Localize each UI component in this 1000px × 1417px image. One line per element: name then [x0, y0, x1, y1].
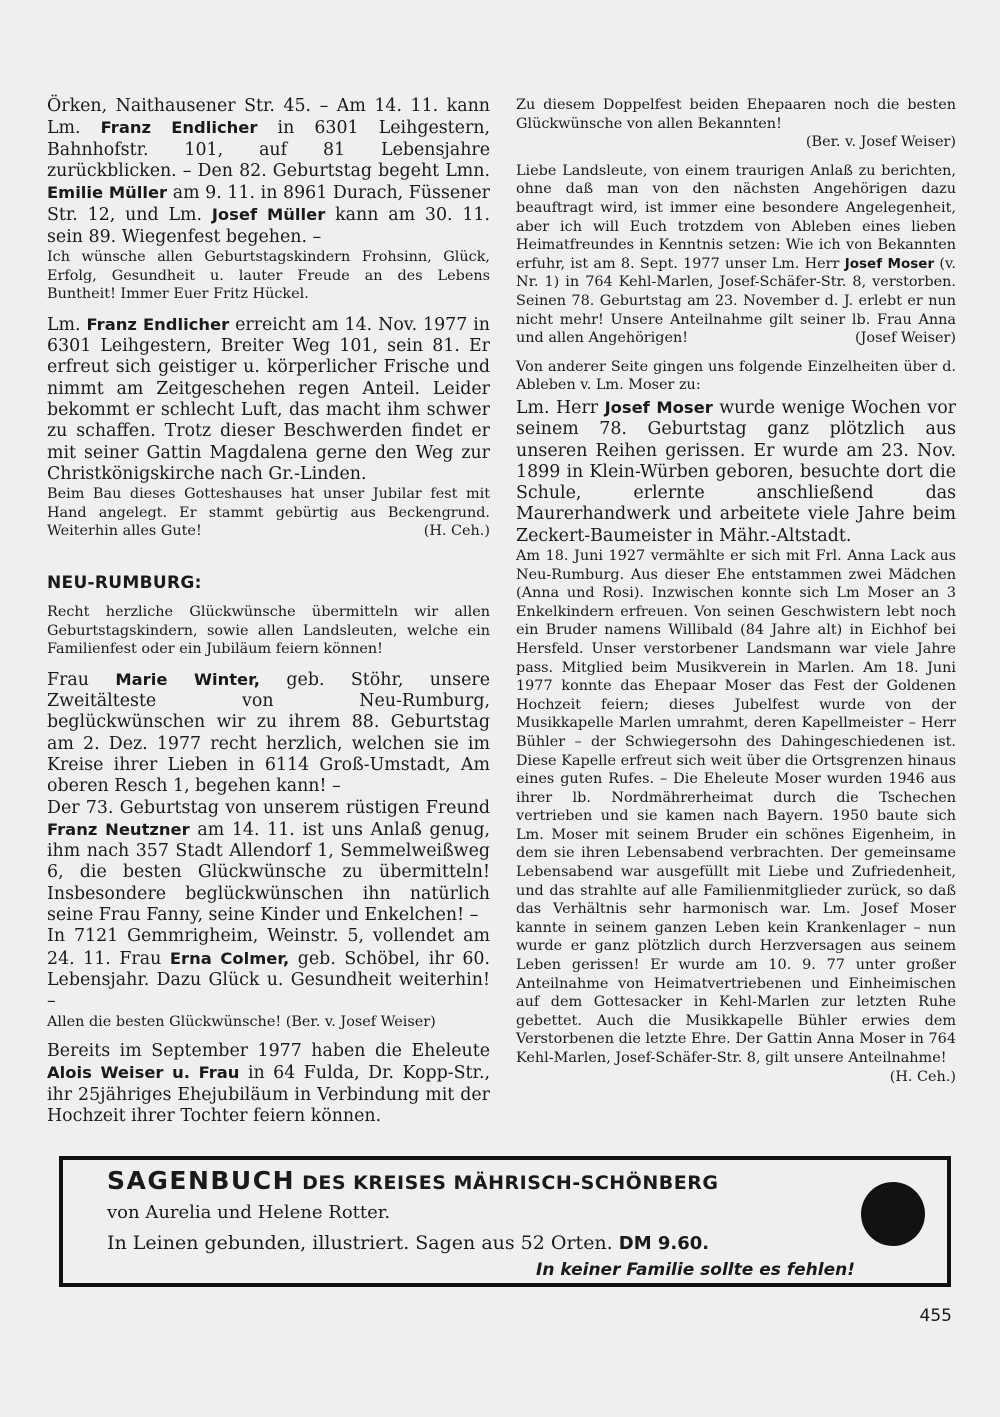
paragraph-moser-biography: Am 18. Juni 1927 vermählte er sich mit Frl. Anna Lack aus Neu-Rumburg. Aus dieser Ehe entstammen zwei Mädchen (Anna und Rosi). Inzwischen konnte sich Lm Moser an 3 Enkelkindern erfreuen. Von seinen Geschwistern lebt noch ein Bruder namens Willibald (84 Jahre alt) in Eichhof bei Hersfeld. Unser verstorbener Landsmann war viele Jahre pass. Mitglied beim Musikverein in Marlen. Am 18. Juni 1977 konnte das Ehepaar Moser das Fest der Goldenen Hochzeit feiern; dieses Jubelfest wurde von der Musikkapelle Marlen umrahmt, deren Kapellmeister – Herr Bühler – der Schwiegersohn des Dahingeschiedenen ist. Diese Kapelle erfreut sich weit über die Ortsgrenzen hinaus eines guten Rufes. – Die Eheleute Moser wurden 1946 aus ihrer lb. Nordmährerheimat durch die Tschechen vertrieben und sie kamen nach Bayern. 1950 baute sich Lm. Moser mit seinem Bruder ein schönes Eigenheim, in dem sie ihren Lebensabend verbrachten. Der gemeinsame Lebensabend war ausgefüllt mit Liebe und Zufriedenheit, und das strahlte auf alle Familienmitglieder zurück, so daß das Verhältnis sehr harmonisch war. Lm. Josef Moser kannte in seinem ganzen Leben kein Krankenlager – nun wurde er ganz plötzlich durch Herzversagen aus seinem Leben gerissen! Er wurde am 10. 9. 77 unter großer Anteilnahme von Heimatvertriebenen und Einheimischen auf dem Gottesacker in Kehl-Marlen zur letzten Ruhe gebettet. Auch die Musikkapelle Bühler erwies dem Verstorbenen die letzte Ehre. Der Gattin Anna Moser in 764 Kehl-Marlen, Josef-Schäfer-Str. 8, gilt unsere Anteilnahme! [516, 547, 956, 1067]
paragraph-erna-colmer: In 7121 Gemmrigheim, Weinstr. 5, vollendet am 24. 11. Frau Erna Colmer, geb. Schöbel, ihr 60. Lebensjahr. Dazu Glück u. Gesundheit weiterhin! – [47, 926, 490, 1012]
paragraph-obituary-announcement: Liebe Landsleute, von einem traurigen Anlaß zu berichten, ohne daß man von den nächsten Angehörigen dazu beauftragt wird, ist immer eine besondere Angelegenheit, aber ich will Euch trotzdem von Ableben eines lieben Heimatfreundes in Kenntnis setzen: Wie ich von Bekannten erfuhr, ist am 8. Sept. 1977 unser Lm. Herr Josef Moser (v. Nr. 1) in 764 Kehl-Marlen, Josef-Schäfer-Str. 8, verstorben. Seinen 78. Geburtstag am 23. November d. J. erlebt er nun nicht mehr! Unsere Anteilnahme gilt seiner lb. Frau Anna und allen Angehörigen! (Josef Weiser) [516, 162, 956, 347]
signature: (H. Ceh.) [423, 523, 490, 540]
paragraph-other-source: Von anderer Seite gingen uns folgende Einzelheiten über d. Ableben v. Lm. Moser zu: [516, 358, 956, 394]
advertisement-slogan: In keiner Familie sollte es fehlen! [536, 1260, 855, 1280]
black-dot-icon [861, 1182, 925, 1246]
paragraph-marie-winter: Frau Marie Winter, geb. Stöhr, unsere Zweitälteste von Neu-Rumburg, beglückwünschen wir zu ihrem 88. Geburtstag am 2. Dez. 1977 recht herzlich, welchen sie im Kreise ihrer Lieben in 6114 Groß-Umstadt, Am oberen Resch 1, begehen kann! – [47, 669, 490, 797]
paragraph-josef-moser: Lm. Herr Josef Moser wurde wenige Wochen vor seinem 78. Geburtstag ganz plötzlich aus unseren Reihen gerissen. Er wurde am 23. Nov. 1899 in Klein-Würben geboren, besuchte dort die Schule, erlernte anschließend das Maurerhandwerk und arbeitete viele Jahre beim Zeckert-Baumeister in Mähr.-Altstadt. [516, 397, 956, 546]
advertisement-box [59, 1156, 951, 1287]
paragraph-wishes-hueckel: Ich wünsche allen Geburtstagskindern Frohsinn, Glück, Erfolg, Gesundheit u. lauter Freude an des Lebens Buntheit! Immer Euer Fritz Hückel. [47, 249, 490, 303]
signature: (Josef Weiser) [855, 330, 956, 347]
left-column [47, 96, 490, 1127]
advertisement-authors: von Aurelia und Helene Rotter. [107, 1202, 391, 1223]
advertisement-title: SAGENBUCH DES KREISES MÄHRISCH-SCHÖNBERG [107, 1166, 719, 1195]
paragraph-birthdays-oerken: Örken, Naithausener Str. 45. – Am 14. 11. kann Lm. Franz Endlicher in 6301 Leihgestern, Bahnhofstr. 101, auf 81 Lebensjahre zurückblicken. – Den 82. Geburtstag begeht Lmn. Emilie Müller am 9. 11. in 8961 Durach, Füssener Str. 12, und Lm. Josef Müller kann am 30. 11. sein 89. Wiegenfest begehen. – [47, 96, 490, 247]
paragraph-congratulations-intro: Recht herzliche Glückwünsche übermitteln wir allen Geburtstagskindern, sowie allen Landsleuten, welche ein Familienfest oder ein Jubiläum feiern können! [47, 604, 490, 658]
paragraph-best-wishes: Allen die besten Glückwünsche! (Ber. v. Josef Weiser) [47, 1013, 436, 1030]
paragraph-franz-endlicher: Lm. Franz Endlicher erreicht am 14. Nov. 1977 in 6301 Leihgestern, Breiter Weg 101, sein 81. Er erfreut sich geistiger u. körperlicher Frische und nimmt am Zeitgeschehen regen Anteil. Leider bekommt er schlecht Luft, das macht ihm schwer zu schaffen. Trotz dieser Beschwerden findet er mit seiner Gattin Magdalena gerne den Weg zur Christkönigskirche nach Gr.-Linden. [47, 314, 490, 484]
paragraph-franz-neutzner: Der 73. Geburtstag von unserem rüstigen Freund Franz Neutzner am 14. 11. ist uns Anlaß genug, ihm nach 357 Stadt Allendorf 1, Semmelweißweg 6, die besten Glückwünsche zu übermitteln! Insbesondere beglückwünschen ihn natürlich seine Frau Fanny, seine Kinder und Enkelchen! – [47, 797, 490, 926]
advertisement-details: In Leinen gebunden, illustriert. Sagen aus 52 Orten. DM 9.60. [107, 1232, 710, 1254]
paragraph-alois-weiser: Bereits im September 1977 haben die Eheleute Alois Weiser u. Frau in 64 Fulda, Dr. Kopp-Str., ihr 25jähriges Ehejubiläum in Verbindung mit der Hochzeit ihrer Tochter feiern können. [47, 1041, 490, 1127]
signature: (H. Ceh.) [889, 1068, 956, 1085]
page-number: 455 [919, 1306, 952, 1326]
paragraph-double-celebration: Zu diesem Doppelfest beiden Ehepaaren noch die besten Glückwünsche von allen Bekannten! [516, 97, 956, 132]
section-heading-neu-rumburg: NEU-RUMBURG: [47, 573, 202, 594]
signature: (Ber. v. Josef Weiser) [805, 134, 956, 151]
advertisement-price: DM 9.60. [618, 1233, 710, 1254]
paragraph-church-building: Beim Bau dieses Gotteshauses hat unser Jubilar fest mit Hand angelegt. Er stammt gebürtig aus Beckengrund. Weiterhin alles Gute! (H. Ceh.) [47, 486, 490, 540]
right-column [516, 96, 956, 1086]
